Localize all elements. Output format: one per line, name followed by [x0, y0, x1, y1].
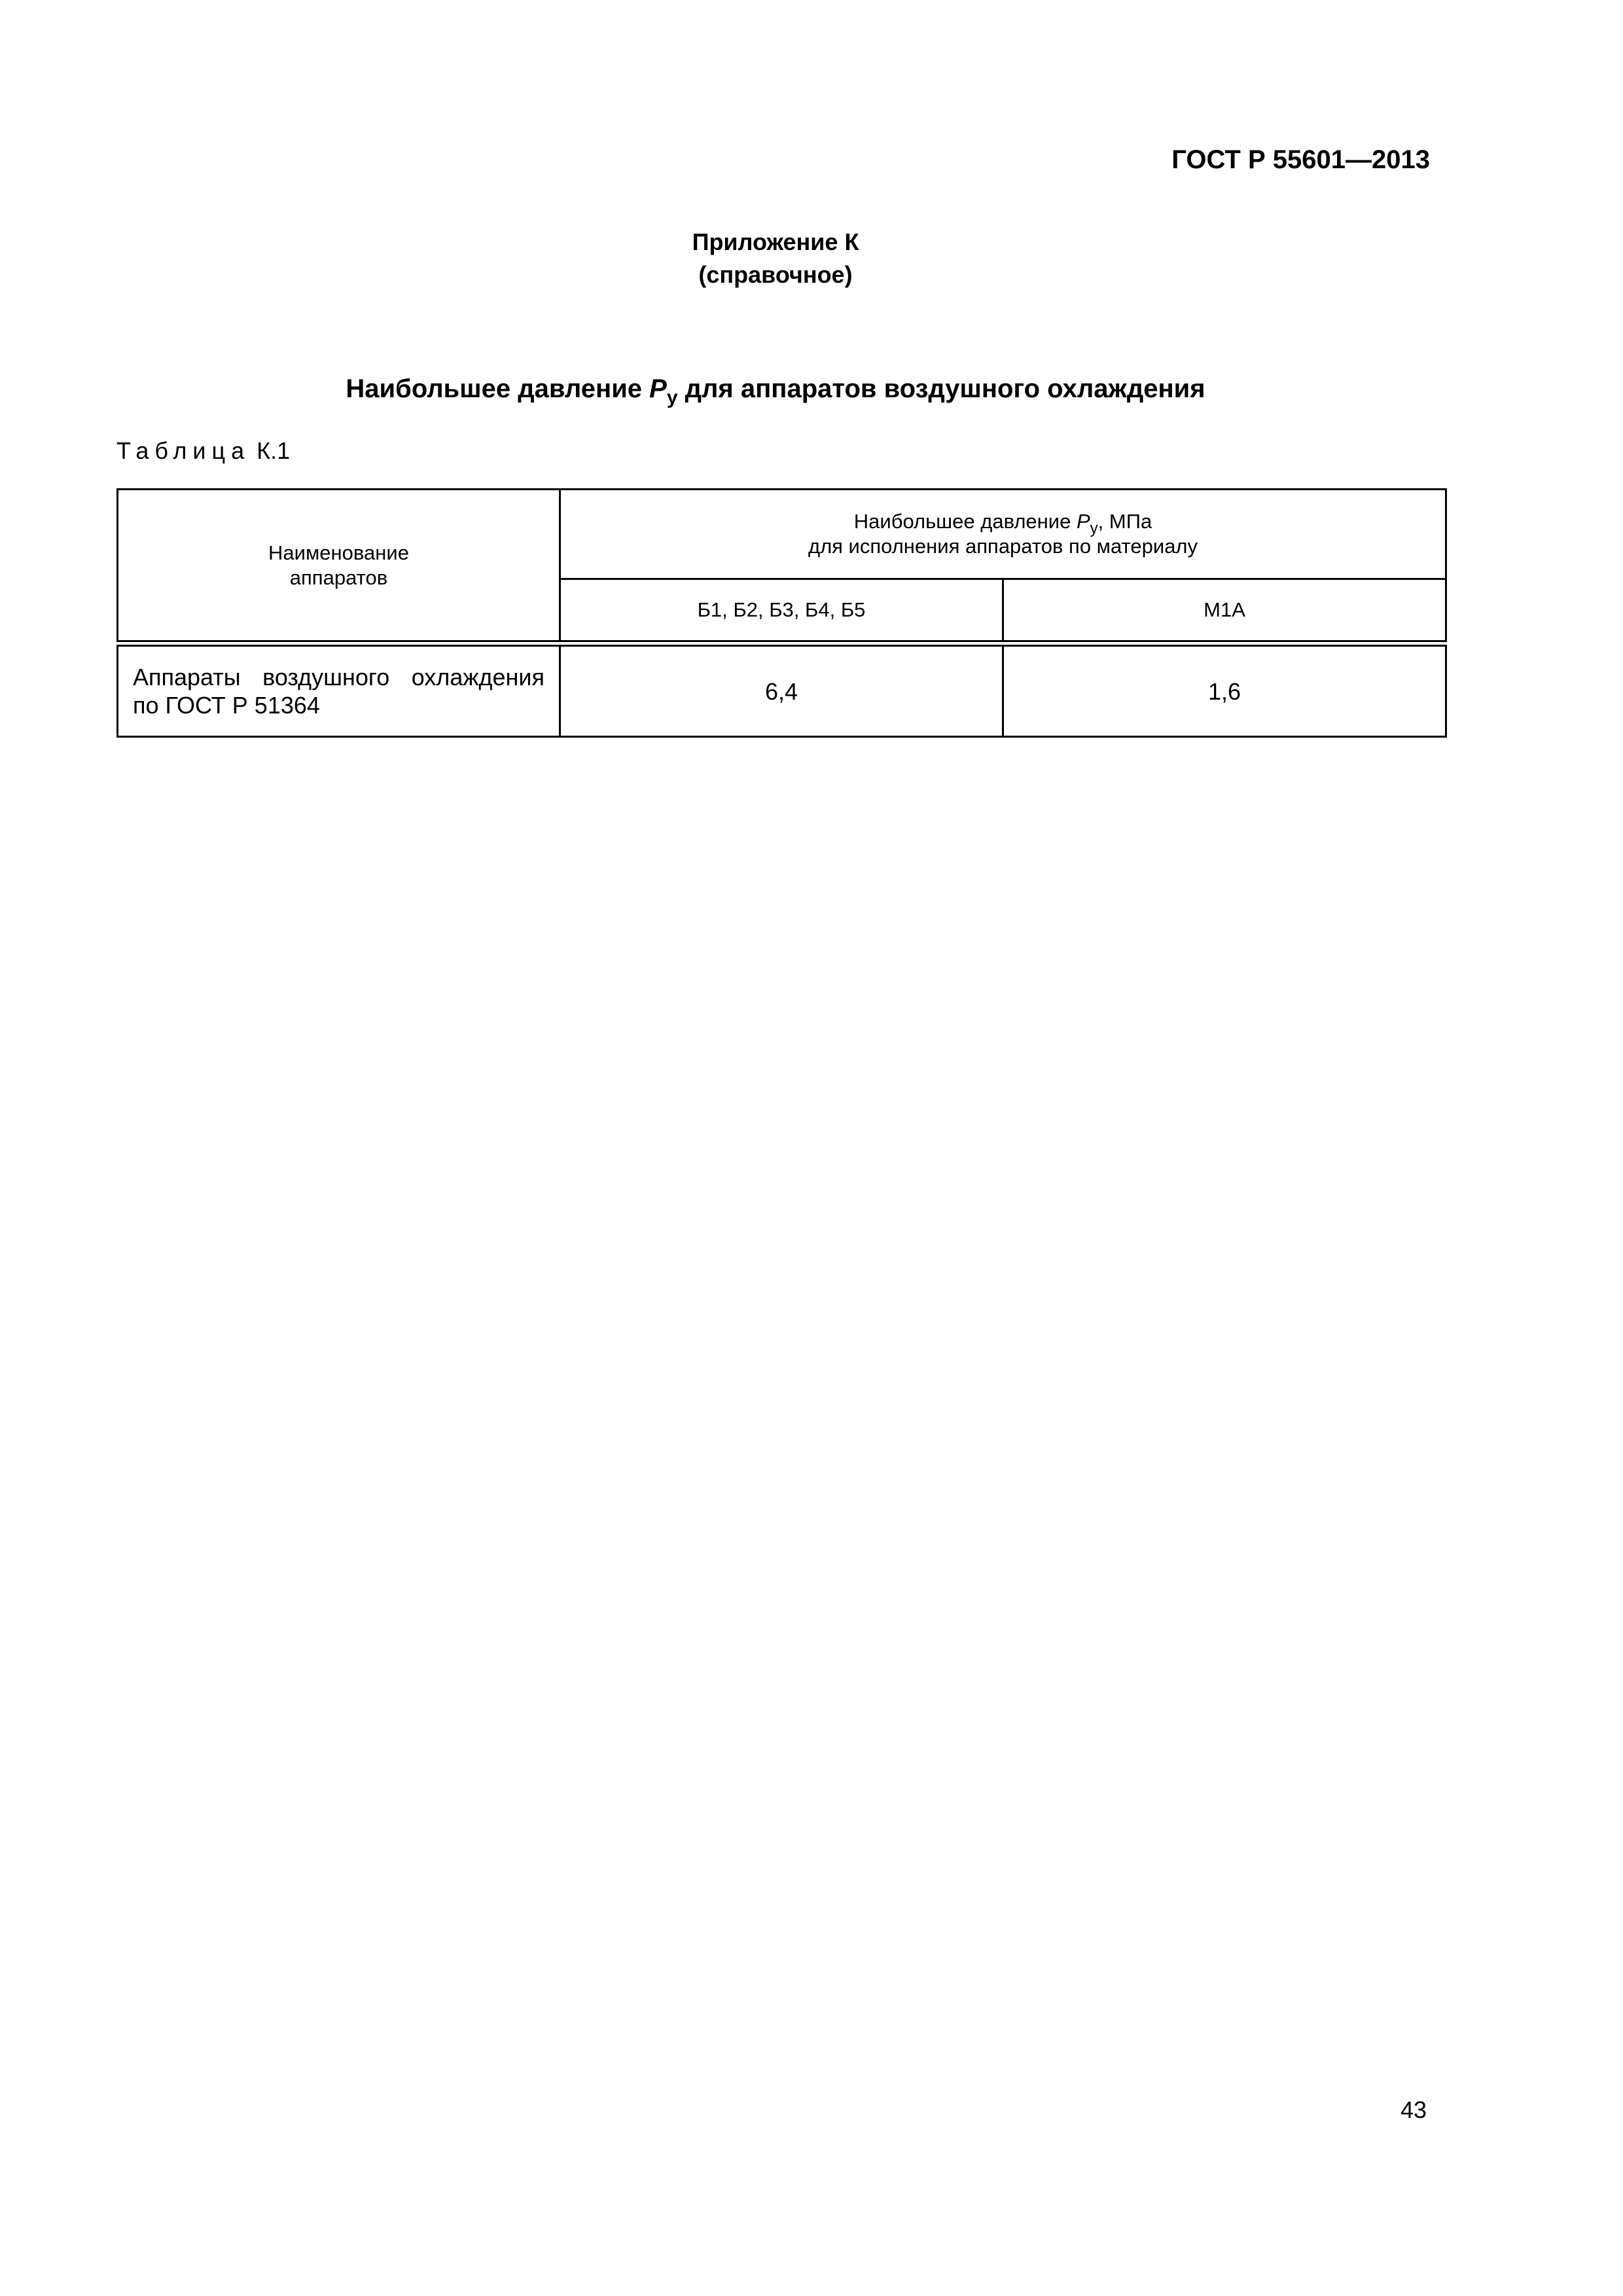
- header-pressure-line2: для исполнения аппаратов по материалу: [808, 535, 1198, 558]
- header-name-column: [118, 490, 560, 644]
- row-name-cell: [118, 643, 560, 737]
- header-name-line2: аппаратов: [289, 565, 388, 589]
- header-pressure-subscript: у: [1090, 520, 1098, 537]
- appendix-title: Приложение К: [692, 228, 859, 255]
- pressure-symbol: P: [649, 374, 667, 403]
- document-code: ГОСТ Р 55601—2013: [1171, 145, 1430, 174]
- row-name-line2: по ГОСТ Р 51364: [133, 692, 320, 719]
- row-name-line1: Аппараты воздушного охлаждения: [133, 664, 544, 691]
- header-pressure-symbol: P: [1076, 510, 1090, 533]
- subheader-material-b: Б1, Б2, Б3, Б4, Б5: [560, 579, 1003, 644]
- header-name-line1: Наименование: [268, 541, 409, 564]
- row-value-b: 6,4: [560, 643, 1003, 737]
- table-caption-number: К.1: [257, 437, 291, 464]
- section-title: [0, 374, 1551, 408]
- header-pressure-unit: , МПа: [1097, 510, 1152, 533]
- subheader-material-m1a: М1А: [1003, 579, 1446, 644]
- appendix-type: (справочное): [698, 261, 853, 288]
- table-row: [118, 643, 1446, 737]
- section-title-text: Наибольшее давление: [346, 374, 650, 403]
- header-pressure-line1: [561, 509, 1445, 537]
- row-value-m1a: 1,6: [1003, 643, 1446, 737]
- page-number: 43: [1400, 2096, 1427, 2123]
- table-caption: [116, 437, 290, 465]
- header-pressure-group: [560, 490, 1446, 579]
- header-pressure-text: Наибольшее давление: [853, 510, 1077, 533]
- pressure-table: [116, 488, 1447, 738]
- appendix-heading: [0, 226, 1551, 291]
- pressure-subscript: у: [666, 387, 678, 408]
- section-title-text-end: для аппаратов воздушного охлаждения: [677, 374, 1205, 403]
- table-caption-word: Таблица: [116, 437, 251, 464]
